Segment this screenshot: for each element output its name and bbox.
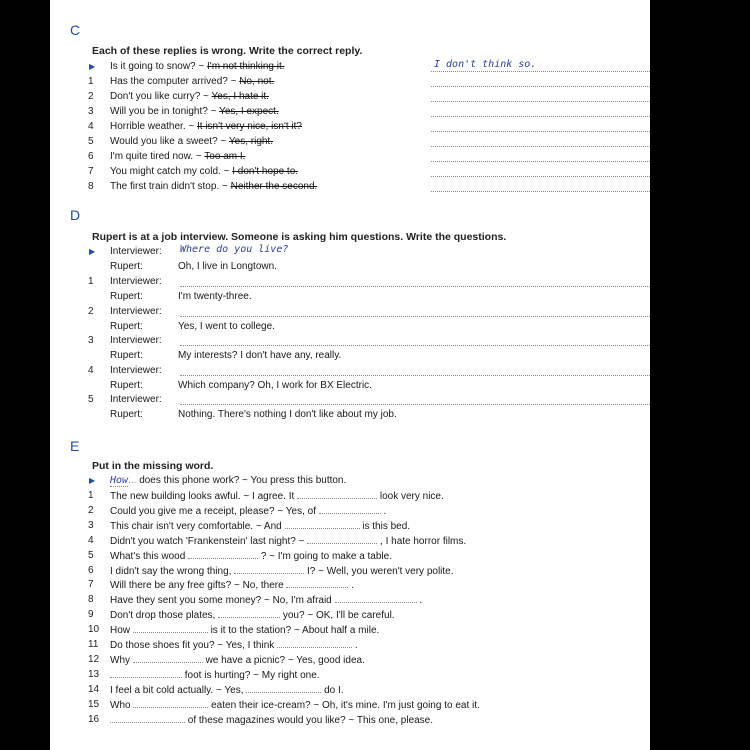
section-d-example-interviewer-row	[88, 245, 628, 259]
section-e-item-row	[88, 683, 628, 697]
item-number: 8	[88, 181, 94, 192]
section-e-item-row	[88, 489, 628, 503]
section-d-interviewer-row	[88, 305, 628, 319]
item-sentence	[110, 504, 386, 519]
sentence-before: How	[110, 625, 131, 637]
item-question-text: Would you like a sweet? ~	[110, 136, 227, 147]
section-c-item-row	[88, 120, 628, 134]
item-number: 1	[88, 276, 94, 287]
sentence-after: eaten their ice-cream? ~ Oh, it's mine. I'm just going to eat it.	[211, 699, 480, 711]
item-wrong-reply: Too am I.	[204, 151, 246, 162]
item-question-text: Horrible weather. ~	[110, 121, 195, 132]
rupert-reply: Nothing. There's nothing I don't like about my job.	[178, 409, 397, 420]
item-question	[110, 135, 273, 149]
sentence-before: What's this wood	[110, 550, 186, 562]
item-number: 2	[88, 91, 94, 102]
item-number: 16	[88, 713, 100, 725]
section-d-rupert-row	[88, 408, 628, 422]
sentence-after: is this bed.	[362, 520, 411, 532]
item-wrong-reply: Yes, I expect.	[219, 106, 279, 117]
section-e-letter: E	[70, 438, 80, 454]
sentence-before: Don't drop those plates,	[110, 610, 216, 622]
item-number: 3	[88, 519, 94, 531]
item-number: 7	[88, 579, 94, 591]
example-answer: How	[110, 475, 129, 486]
item-sentence	[110, 638, 358, 653]
item-sentence	[110, 578, 354, 593]
sentence-after: .	[419, 595, 423, 607]
item-number: 1	[88, 76, 94, 87]
item-wrong-reply: Yes, I hate it.	[211, 91, 269, 102]
sentence-after: do I.	[324, 684, 344, 696]
item-number: 3	[88, 106, 94, 117]
item-sentence	[110, 519, 410, 534]
item-wrong-reply: I don't hope to.	[232, 166, 299, 177]
blank-input[interactable]	[307, 534, 377, 544]
item-number: 5	[88, 549, 94, 561]
example-question: Is it going to snow? ~ I'm not thinking it.	[110, 61, 285, 72]
item-number: 15	[88, 698, 100, 710]
interviewer-label: Interviewer:	[110, 305, 162, 317]
item-question	[110, 90, 269, 104]
section-e-item-row	[88, 534, 628, 548]
blank-input[interactable]	[133, 653, 203, 663]
blank-input[interactable]	[319, 504, 381, 514]
section-e-item-row	[88, 668, 628, 682]
item-number: 9	[88, 609, 94, 621]
item-wrong-reply: Yes, right.	[228, 136, 273, 147]
example-arrow-icon: ▶	[89, 476, 96, 485]
section-e-item-row	[88, 578, 628, 592]
section-c-item-row	[88, 105, 628, 119]
answer-line[interactable]	[431, 131, 650, 132]
blank-input[interactable]	[246, 683, 321, 693]
section-c-item-row	[88, 75, 628, 89]
section-d-letter: D	[70, 207, 81, 223]
sentence-after: we have a picnic? ~ Yes, good idea.	[205, 654, 365, 666]
sentence-after: .	[354, 640, 358, 651]
blank-input[interactable]	[218, 608, 280, 618]
item-number: 4	[88, 364, 94, 376]
item-question	[110, 180, 317, 194]
sentence-before: Why	[110, 654, 130, 666]
item-sentence	[110, 668, 320, 683]
sentence-after: is it to the station? ~ About half a mile.	[210, 625, 380, 637]
sentence-after: you? ~ OK, I'll be careful.	[282, 610, 395, 622]
question-answer-line[interactable]	[180, 375, 650, 376]
item-sentence	[110, 653, 365, 668]
blank-input[interactable]	[297, 489, 377, 499]
item-number: 6	[88, 564, 94, 576]
sentence-before: This chair isn't very comfortable. ~ And	[110, 520, 282, 532]
item-wrong-reply: No, not.	[239, 76, 275, 87]
item-question-text: You might catch my cold. ~	[110, 166, 230, 177]
item-question-text: I'm quite tired now. ~	[110, 151, 202, 162]
item-sentence	[110, 549, 392, 564]
sentence-before: Do those shoes fit you? ~ Yes, I think	[110, 640, 275, 651]
question-answer-line[interactable]	[180, 316, 650, 317]
rupert-label: Rupert:	[110, 291, 143, 302]
answer-line[interactable]	[431, 116, 650, 117]
blank-input[interactable]	[286, 578, 348, 588]
item-question	[110, 120, 302, 134]
sentence-before: I feel a bit cold actually. ~ Yes,	[110, 684, 244, 696]
item-sentence	[110, 489, 444, 504]
answer-line[interactable]	[431, 146, 650, 147]
item-sentence	[110, 713, 433, 728]
section-e-instruction: Put in the missing word.	[92, 460, 214, 472]
question-answer-line[interactable]	[180, 286, 650, 287]
item-number: 5	[88, 394, 94, 405]
item-number: 10	[88, 624, 100, 636]
sentence-before: Who	[110, 699, 131, 711]
item-sentence	[110, 564, 454, 579]
section-d-instruction: Rupert is at a job interview. Someone is asking him questions. Write the questions.	[92, 231, 507, 243]
item-sentence	[110, 593, 422, 608]
section-d-rupert-row	[88, 349, 628, 363]
interviewer-label: Interviewer:	[110, 276, 162, 287]
example-arrow-icon: ▶	[89, 62, 96, 71]
example-wrong-reply: I'm not thinking it.	[207, 61, 285, 72]
rupert-reply: Oh, I live in Longtown.	[178, 261, 277, 272]
rupert-reply: I'm twenty-three.	[178, 291, 252, 302]
sentence-after: I? ~ Well, you weren't very polite.	[307, 565, 454, 577]
item-wrong-reply: It isn't very nice, isn't it?	[197, 121, 302, 132]
interviewer-label: Interviewer:	[110, 394, 162, 405]
interviewer-label: Interviewer:	[110, 335, 162, 346]
item-question-text: Will you be in tonight? ~	[110, 106, 217, 117]
section-c-item-row	[88, 165, 628, 179]
blank-input[interactable]	[285, 519, 360, 529]
section-e-item-row	[88, 593, 628, 607]
item-number: 3	[88, 335, 94, 346]
interviewer-label: Interviewer:	[110, 364, 162, 376]
item-sentence	[110, 608, 395, 623]
sentence-before: Have they sent you some money? ~ No, I'm afraid	[110, 595, 332, 607]
sentence-after: of these magazines would you like? ~ This one, please.	[187, 714, 434, 726]
sentence-before: The new building looks awful. ~ I agree. It	[110, 491, 295, 502]
section-e-item-row	[88, 698, 628, 712]
rupert-label: Rupert:	[110, 350, 143, 361]
sentence-before: Didn't you watch 'Frankenstein' last night? ~	[110, 535, 305, 547]
rupert-label: Rupert:	[110, 320, 143, 332]
section-e-item-row	[88, 564, 628, 578]
example-question-answer: Where do you live?	[180, 244, 289, 255]
item-number: 4	[88, 121, 94, 132]
section-c-example-row	[88, 60, 628, 74]
sentence-after: , I hate horror films.	[380, 535, 467, 547]
item-question-text: Has the computer arrived? ~	[110, 76, 237, 87]
blank-input[interactable]	[335, 593, 417, 603]
section-d-rupert-row	[88, 320, 628, 334]
rupert-label: Rupert:	[110, 409, 143, 420]
item-number: 11	[88, 639, 99, 650]
section-d-rupert-row	[88, 379, 628, 393]
rupert-reply: Yes, I went to college.	[178, 320, 275, 332]
section-e-item-row	[88, 713, 628, 727]
question-answer-line[interactable]	[180, 404, 650, 405]
blank-input[interactable]	[110, 668, 182, 678]
sentence-before: Could you give me a receipt, please? ~ Yes, of	[110, 505, 316, 517]
item-question-text: Don't you like curry? ~	[110, 91, 209, 102]
section-e-item-row	[88, 519, 628, 533]
answer-line[interactable]	[431, 101, 650, 102]
section-c-instruction: Each of these replies is wrong. Write the correct reply.	[92, 45, 363, 57]
example-arrow-icon: ▶	[89, 247, 96, 256]
sentence-after: .	[351, 580, 355, 592]
blank-input[interactable]	[277, 638, 352, 648]
section-e-item-row	[88, 504, 628, 518]
section-d-interviewer-row	[88, 364, 628, 378]
sentence-before: I didn't say the wrong thing,	[110, 565, 232, 577]
blank-input[interactable]	[110, 713, 185, 723]
rupert-reply: My interests? I don't have any, really.	[178, 350, 342, 361]
item-sentence	[110, 534, 466, 549]
section-e-item-row	[88, 638, 628, 652]
item-number: 2	[88, 305, 94, 317]
worksheet-page	[50, 0, 650, 750]
item-sentence	[110, 698, 480, 713]
section-e-item-row	[88, 623, 628, 637]
section-d-example-rupert-row	[88, 260, 628, 274]
item-number: 13	[88, 668, 100, 680]
section-c-item-row	[88, 180, 628, 194]
example-text: does this phone work? ~ You press this button.	[139, 475, 347, 486]
item-question	[110, 105, 279, 119]
answer-line[interactable]	[431, 161, 650, 162]
section-d-interviewer-row	[88, 275, 628, 289]
item-number: 8	[88, 594, 94, 606]
item-number: 12	[88, 653, 100, 665]
item-number: 4	[88, 534, 94, 546]
item-question	[110, 75, 274, 89]
item-question-text: The first train didn't stop. ~	[110, 181, 228, 192]
item-wrong-reply: Neither the second.	[230, 181, 318, 192]
section-c-item-row	[88, 150, 628, 164]
item-question	[110, 165, 298, 179]
section-e-example-row: ▶ How... does this phone work? ~ You press this button.	[89, 475, 347, 486]
section-d-interviewer-row	[88, 334, 628, 348]
section-c-item-row	[88, 90, 628, 104]
sentence-after: ? ~ I'm going to make a table.	[260, 550, 392, 562]
item-sentence	[110, 683, 344, 698]
answer-line[interactable]	[431, 176, 650, 177]
section-e-item-row	[88, 608, 628, 622]
item-sentence	[110, 623, 379, 638]
section-c-item-row	[88, 135, 628, 149]
sentence-after: .	[383, 505, 387, 517]
rupert-reply: Which company? Oh, I work for BX Electric.	[178, 379, 372, 391]
blank-input[interactable]	[188, 549, 258, 559]
section-d-interviewer-row	[88, 393, 628, 407]
example-answer: I don't think so.	[434, 59, 537, 70]
item-question	[110, 150, 245, 164]
section-d-rupert-row	[88, 290, 628, 304]
section-e-item-row	[88, 653, 628, 667]
section-c-letter: C	[70, 22, 81, 38]
answer-line[interactable]	[431, 191, 650, 192]
item-number: 5	[88, 136, 94, 147]
rupert-label: Rupert:	[110, 261, 143, 272]
sentence-after: foot is hurting? ~ My right one.	[184, 669, 320, 681]
interviewer-label: Interviewer:	[110, 246, 162, 257]
blank-input[interactable]	[133, 623, 208, 633]
section-e-item-row	[88, 549, 628, 563]
sentence-before: Will there be any free gifts? ~ No, there	[110, 580, 284, 592]
item-number: 14	[88, 683, 100, 695]
blank-input[interactable]	[133, 698, 208, 708]
item-number: 6	[88, 151, 94, 162]
rupert-label: Rupert:	[110, 379, 143, 391]
item-number: 2	[88, 504, 94, 516]
answer-line[interactable]	[431, 71, 650, 72]
question-answer-line[interactable]	[180, 345, 650, 346]
sentence-after: look very nice.	[379, 491, 444, 502]
item-number: 7	[88, 166, 94, 177]
blank-input[interactable]	[234, 564, 304, 574]
item-number: 1	[88, 490, 94, 501]
answer-line[interactable]	[431, 86, 650, 87]
